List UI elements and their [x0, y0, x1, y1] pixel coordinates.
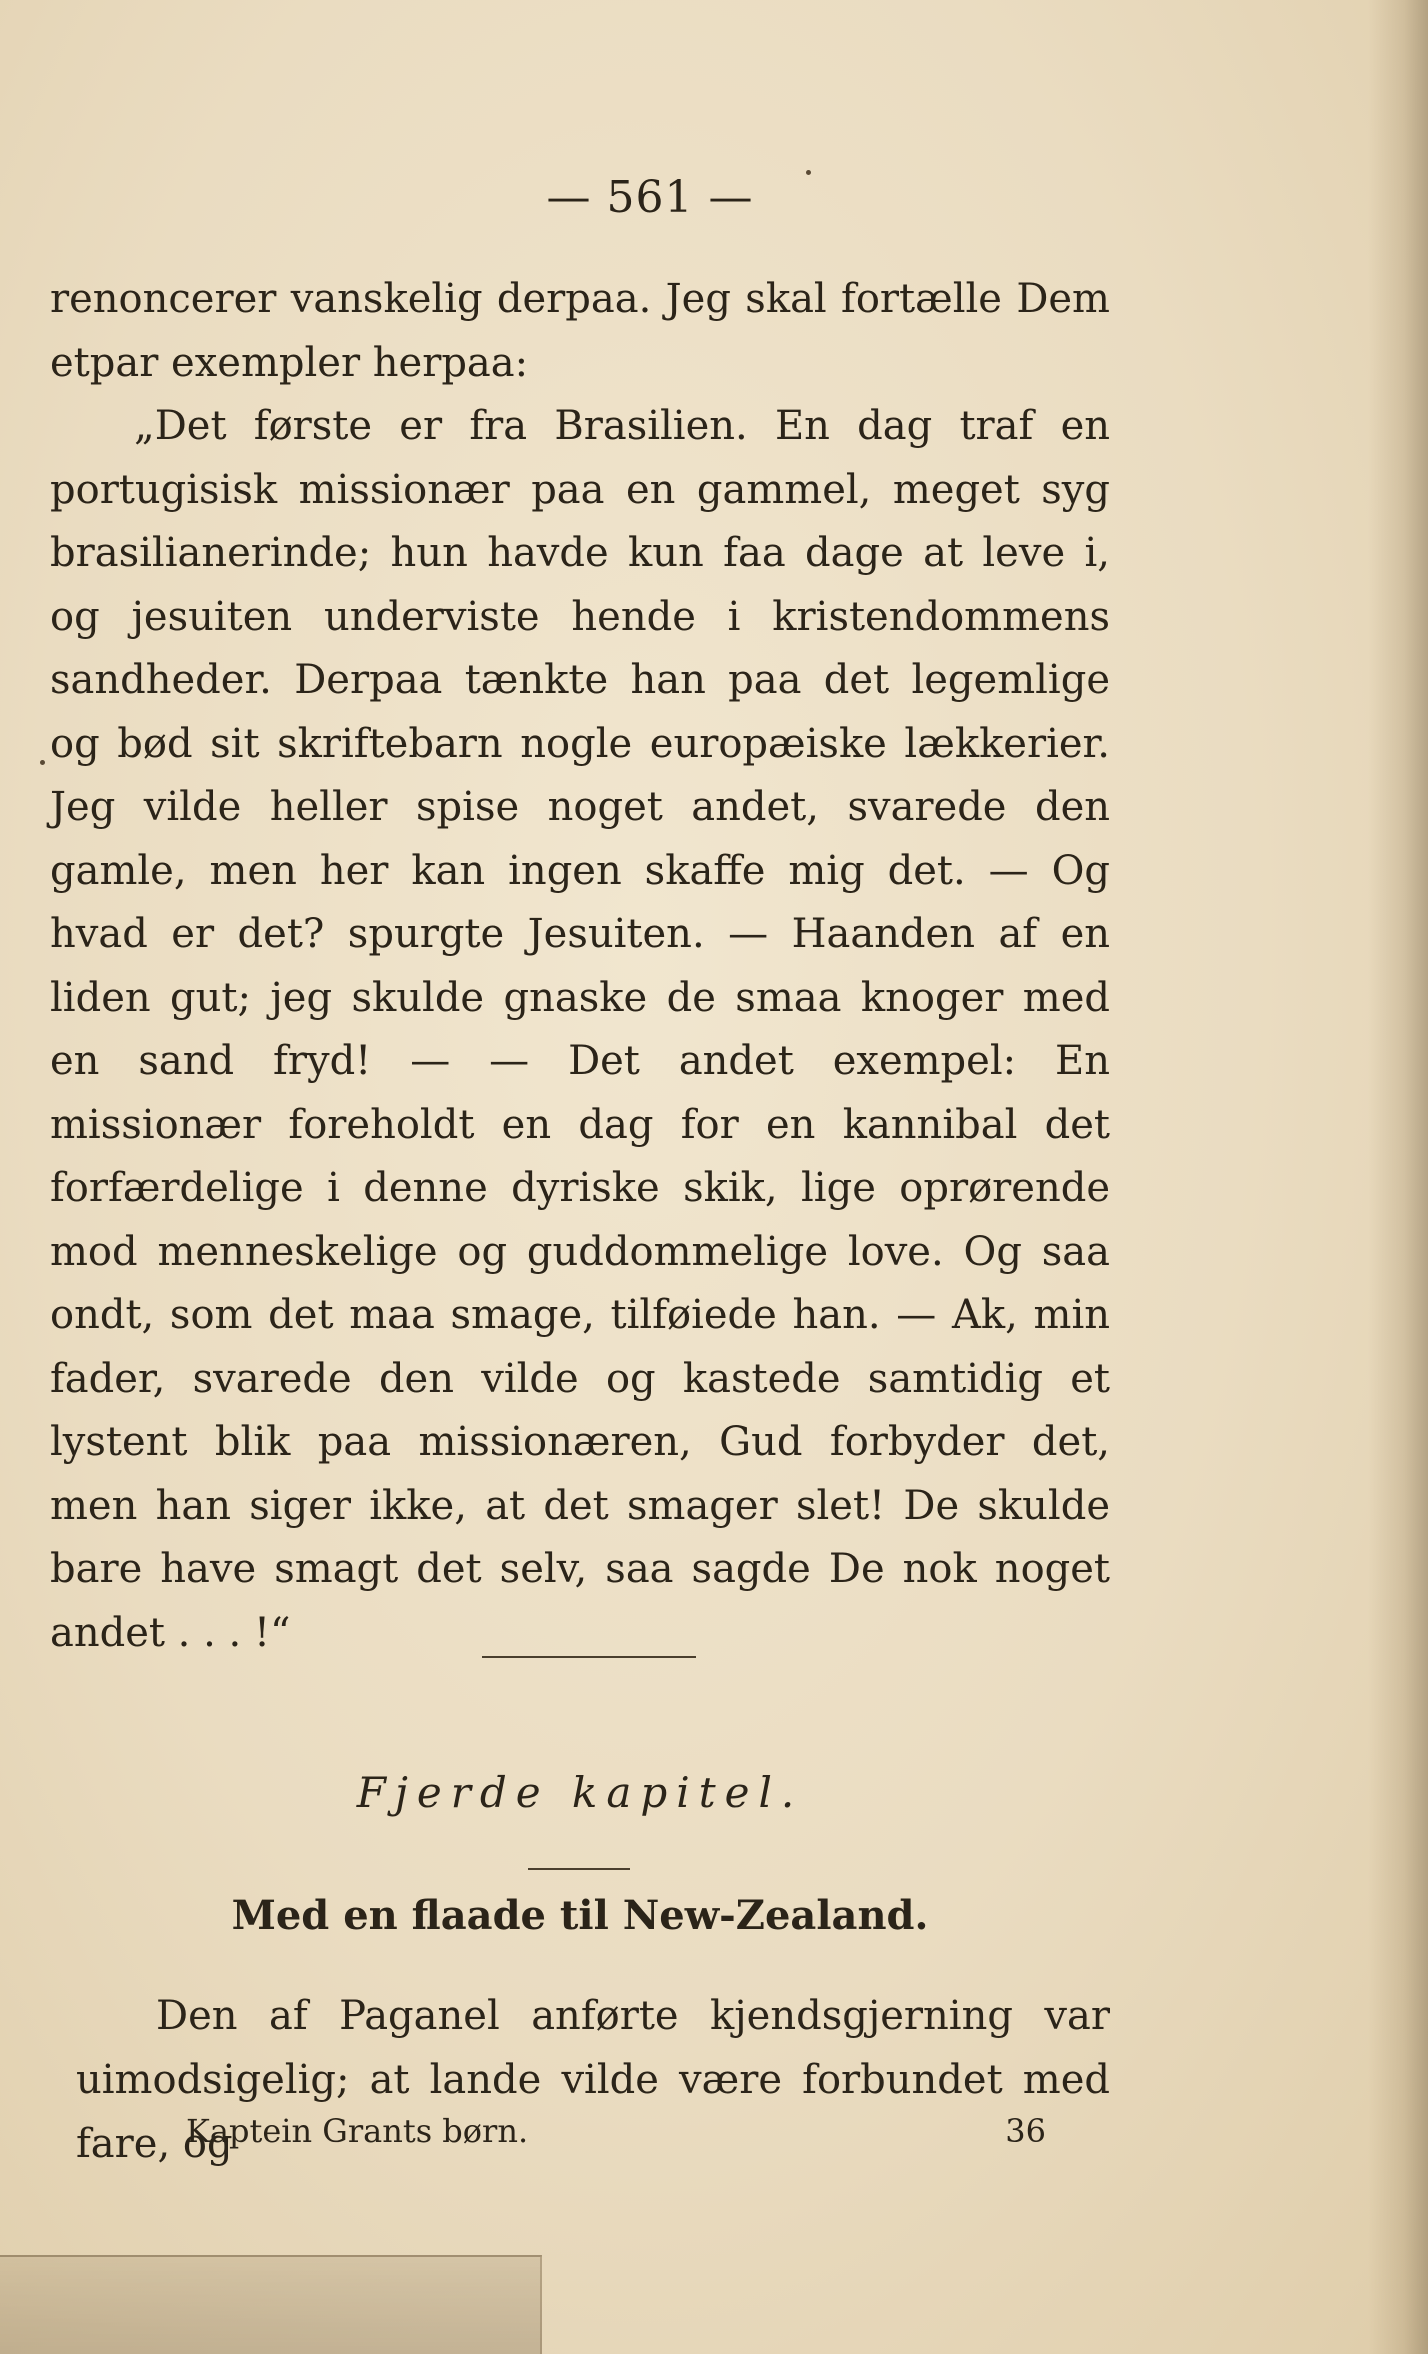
running-title: Kaptein Grants børn.: [186, 2112, 529, 2150]
paragraph: Den af Paganel anførte kjendsgjerning var uimodsigelig; at lande vilde være forbundet med fare, og: [76, 1993, 1110, 2167]
section-divider: [482, 1656, 696, 1658]
paper-speck: [40, 760, 45, 765]
body-text: [50, 268, 1110, 1665]
scan-paper-strip: [0, 2255, 542, 2354]
page-footer: [186, 2112, 1086, 2150]
chapter-divider: [528, 1868, 630, 1870]
paragraph: renoncerer vanskelig derpaa. Jeg skal fortælle Dem etpar exempler herpaa:: [50, 276, 1110, 386]
chapter-heading: Fjerde kapitel.: [356, 1768, 804, 1817]
paragraph: „Det første er fra Brasilien. En dag traf en portugisisk missionær paa en gammel, meget syg brasilianerinde; hun havde kun faa dage at leve i, og jesuiten underviste hende i kristendommens sandheder. Derpaa tænkte han paa det legemlige og bød sit skriftebarn nogle europæiske lækkerier. Jeg vilde heller spise noget andet, svarede den gamle, men her kan ingen skaffe mig det. — Og hvad er det? spurgte Jesuiten. — Haanden af en liden gut; jeg skulde gnaske de smaa knoger med en sand fryd! — — Det andet exempel: En missionær foreholdt en dag for en kannibal det forfærdelige i denne dyriske skik, lige oprørende mod menneskelige og guddommelige love. Og saa ondt, som det maa smage, tilføiede han. — Ak, min fader, svarede den vilde og kastede samtidig et lystent blik paa missionæren, Gud forbyder det, men han siger ikke, at det smager slet! De skulde bare have smagt det selv, saa sagde De nok noget andet . . . !“: [50, 403, 1110, 1656]
chapter-title: Med en flaade til New-Zealand.: [231, 1892, 929, 1939]
page-edge-shadow: [1368, 0, 1428, 2354]
page-number: — 561 —: [546, 172, 754, 223]
signature-mark: 36: [1005, 2112, 1046, 2150]
